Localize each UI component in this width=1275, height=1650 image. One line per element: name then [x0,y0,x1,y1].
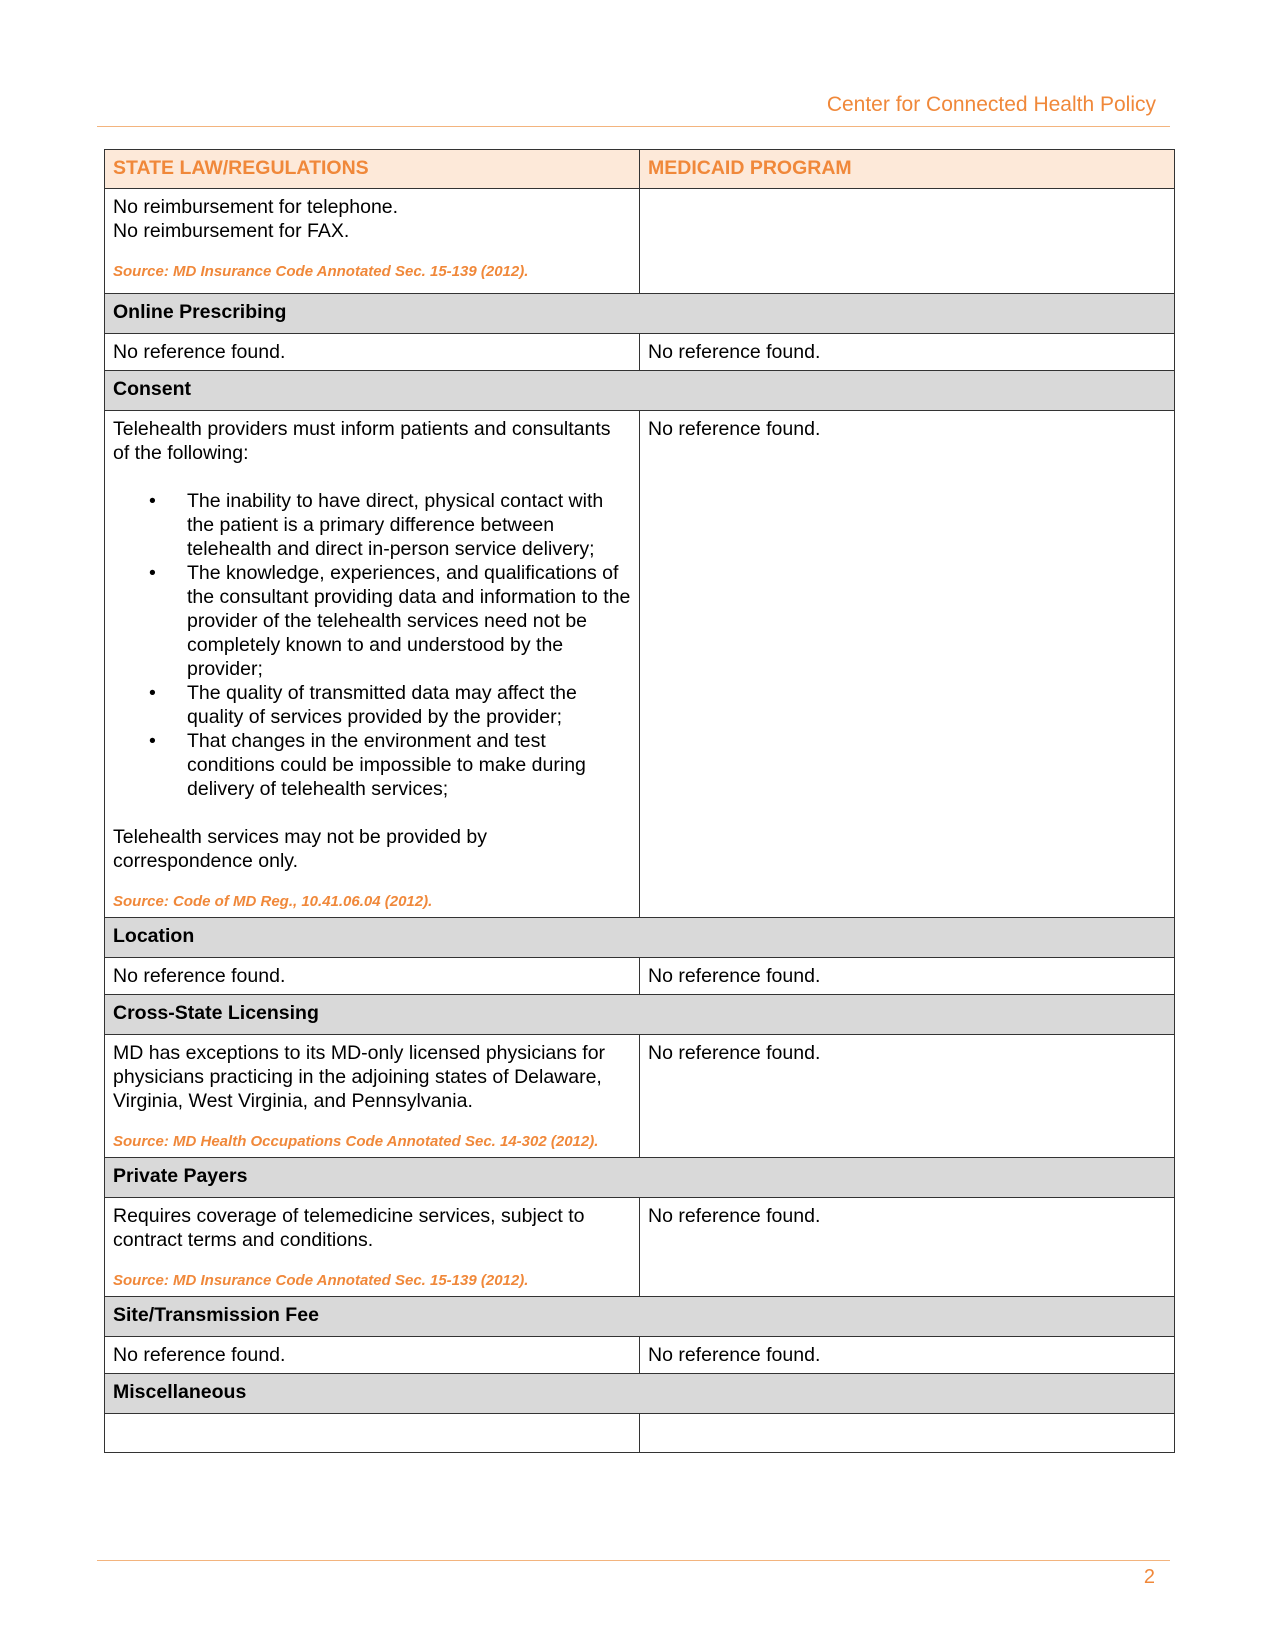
column-header-medicaid: MEDICAID PROGRAM [640,150,1175,189]
online-prescribing-state-cell: No reference found. [105,334,640,371]
list-item [113,729,631,801]
table-row-online-prescribing [105,334,1175,371]
source-citation: Source: MD Insurance Code Annotated Sec. 15-139 (2012). [113,1272,529,1289]
section-title: Private Payers [105,1158,1175,1198]
header-title: Center for Connected Health Policy [826,93,1156,116]
list-item-text: The quality of transmitted data may affect the quality of services provided by the provider; [187,682,577,728]
section-row-cross-state-licensing [105,995,1175,1035]
source-citation: Source: MD Health Occupations Code Annotated Sec. 14-302 (2012). [113,1133,599,1150]
consent-state-cell [105,411,640,918]
header-divider [97,126,1170,127]
section-title: Cross-State Licensing [105,995,1175,1035]
licensing-state-cell [105,1035,640,1158]
table-row-reimbursement [105,189,1175,294]
section-title: Online Prescribing [105,294,1175,334]
table-row-private-payers [105,1198,1175,1297]
licensing-text: MD has exceptions to its MD-only licensed physicians for physicians practicing in the adjoining states of Delaware, Virginia, West Virginia, and Pennsylvania. [113,1042,606,1112]
reimbursement-line: No reimbursement for telephone. [113,196,399,218]
misc-state-cell [105,1414,640,1453]
bullet-icon: • [149,562,156,584]
section-row-private-payers [105,1158,1175,1198]
location-state-cell: No reference found. [105,958,640,995]
site-fee-medicaid-cell: No reference found. [640,1337,1175,1374]
table-row-miscellaneous [105,1414,1175,1453]
reimbursement-state-cell [105,189,640,294]
source-citation: Source: Code of MD Reg., 10.41.06.04 (2012). [113,893,433,910]
location-medicaid-cell: No reference found. [640,958,1175,995]
site-fee-state-cell: No reference found. [105,1337,640,1374]
section-row-consent [105,371,1175,411]
private-payers-text: Requires coverage of telemedicine services, subject to contract terms and conditions. [113,1205,585,1251]
list-item-text: That changes in the environment and test conditions could be impossible to make during delivery of telehealth services; [187,730,586,800]
table-row-location [105,958,1175,995]
bullet-icon: • [149,682,156,704]
section-title: Miscellaneous [105,1374,1175,1414]
section-row-miscellaneous [105,1374,1175,1414]
consent-closing: Telehealth services may not be provided by correspondence only. [113,826,487,872]
section-title: Location [105,918,1175,958]
page-number: 2 [1143,1566,1155,1588]
list-item [113,681,631,729]
consent-medicaid-cell: No reference found. [640,411,1175,918]
section-row-site-transmission-fee [105,1297,1175,1337]
consent-bullet-list [113,489,631,801]
column-header-state: STATE LAW/REGULATIONS [105,150,640,189]
table-row-site-transmission-fee [105,1337,1175,1374]
section-row-online-prescribing [105,294,1175,334]
list-item-text: The knowledge, experiences, and qualifications of the consultant providing data and information to the provider of the telehealth services need not be completely known to and understood by the provider; [187,562,631,680]
list-item [113,489,631,561]
section-title: Site/Transmission Fee [105,1297,1175,1337]
misc-medicaid-cell [640,1414,1175,1453]
private-payers-medicaid-cell: No reference found. [640,1198,1175,1297]
table-header-row [105,150,1175,189]
section-title: Consent [105,371,1175,411]
list-item [113,561,631,681]
policy-table [104,149,1175,1453]
reimbursement-medicaid-cell [640,189,1175,294]
online-prescribing-medicaid-cell: No reference found. [640,334,1175,371]
bullet-icon: • [149,490,156,512]
list-item-text: The inability to have direct, physical contact with the patient is a primary difference between telehealth and direct in-person service delivery; [187,490,604,560]
section-row-location [105,918,1175,958]
table-row-cross-state-licensing [105,1035,1175,1158]
table-row-consent [105,411,1175,918]
bullet-icon: • [149,730,156,752]
licensing-medicaid-cell: No reference found. [640,1035,1175,1158]
footer-divider [97,1560,1170,1561]
reimbursement-line: No reimbursement for FAX. [113,220,350,242]
source-citation: Source: MD Insurance Code Annotated Sec. 15-139 (2012). [113,263,529,280]
consent-intro: Telehealth providers must inform patients and consultants of the following: [113,418,611,464]
private-payers-state-cell [105,1198,640,1297]
